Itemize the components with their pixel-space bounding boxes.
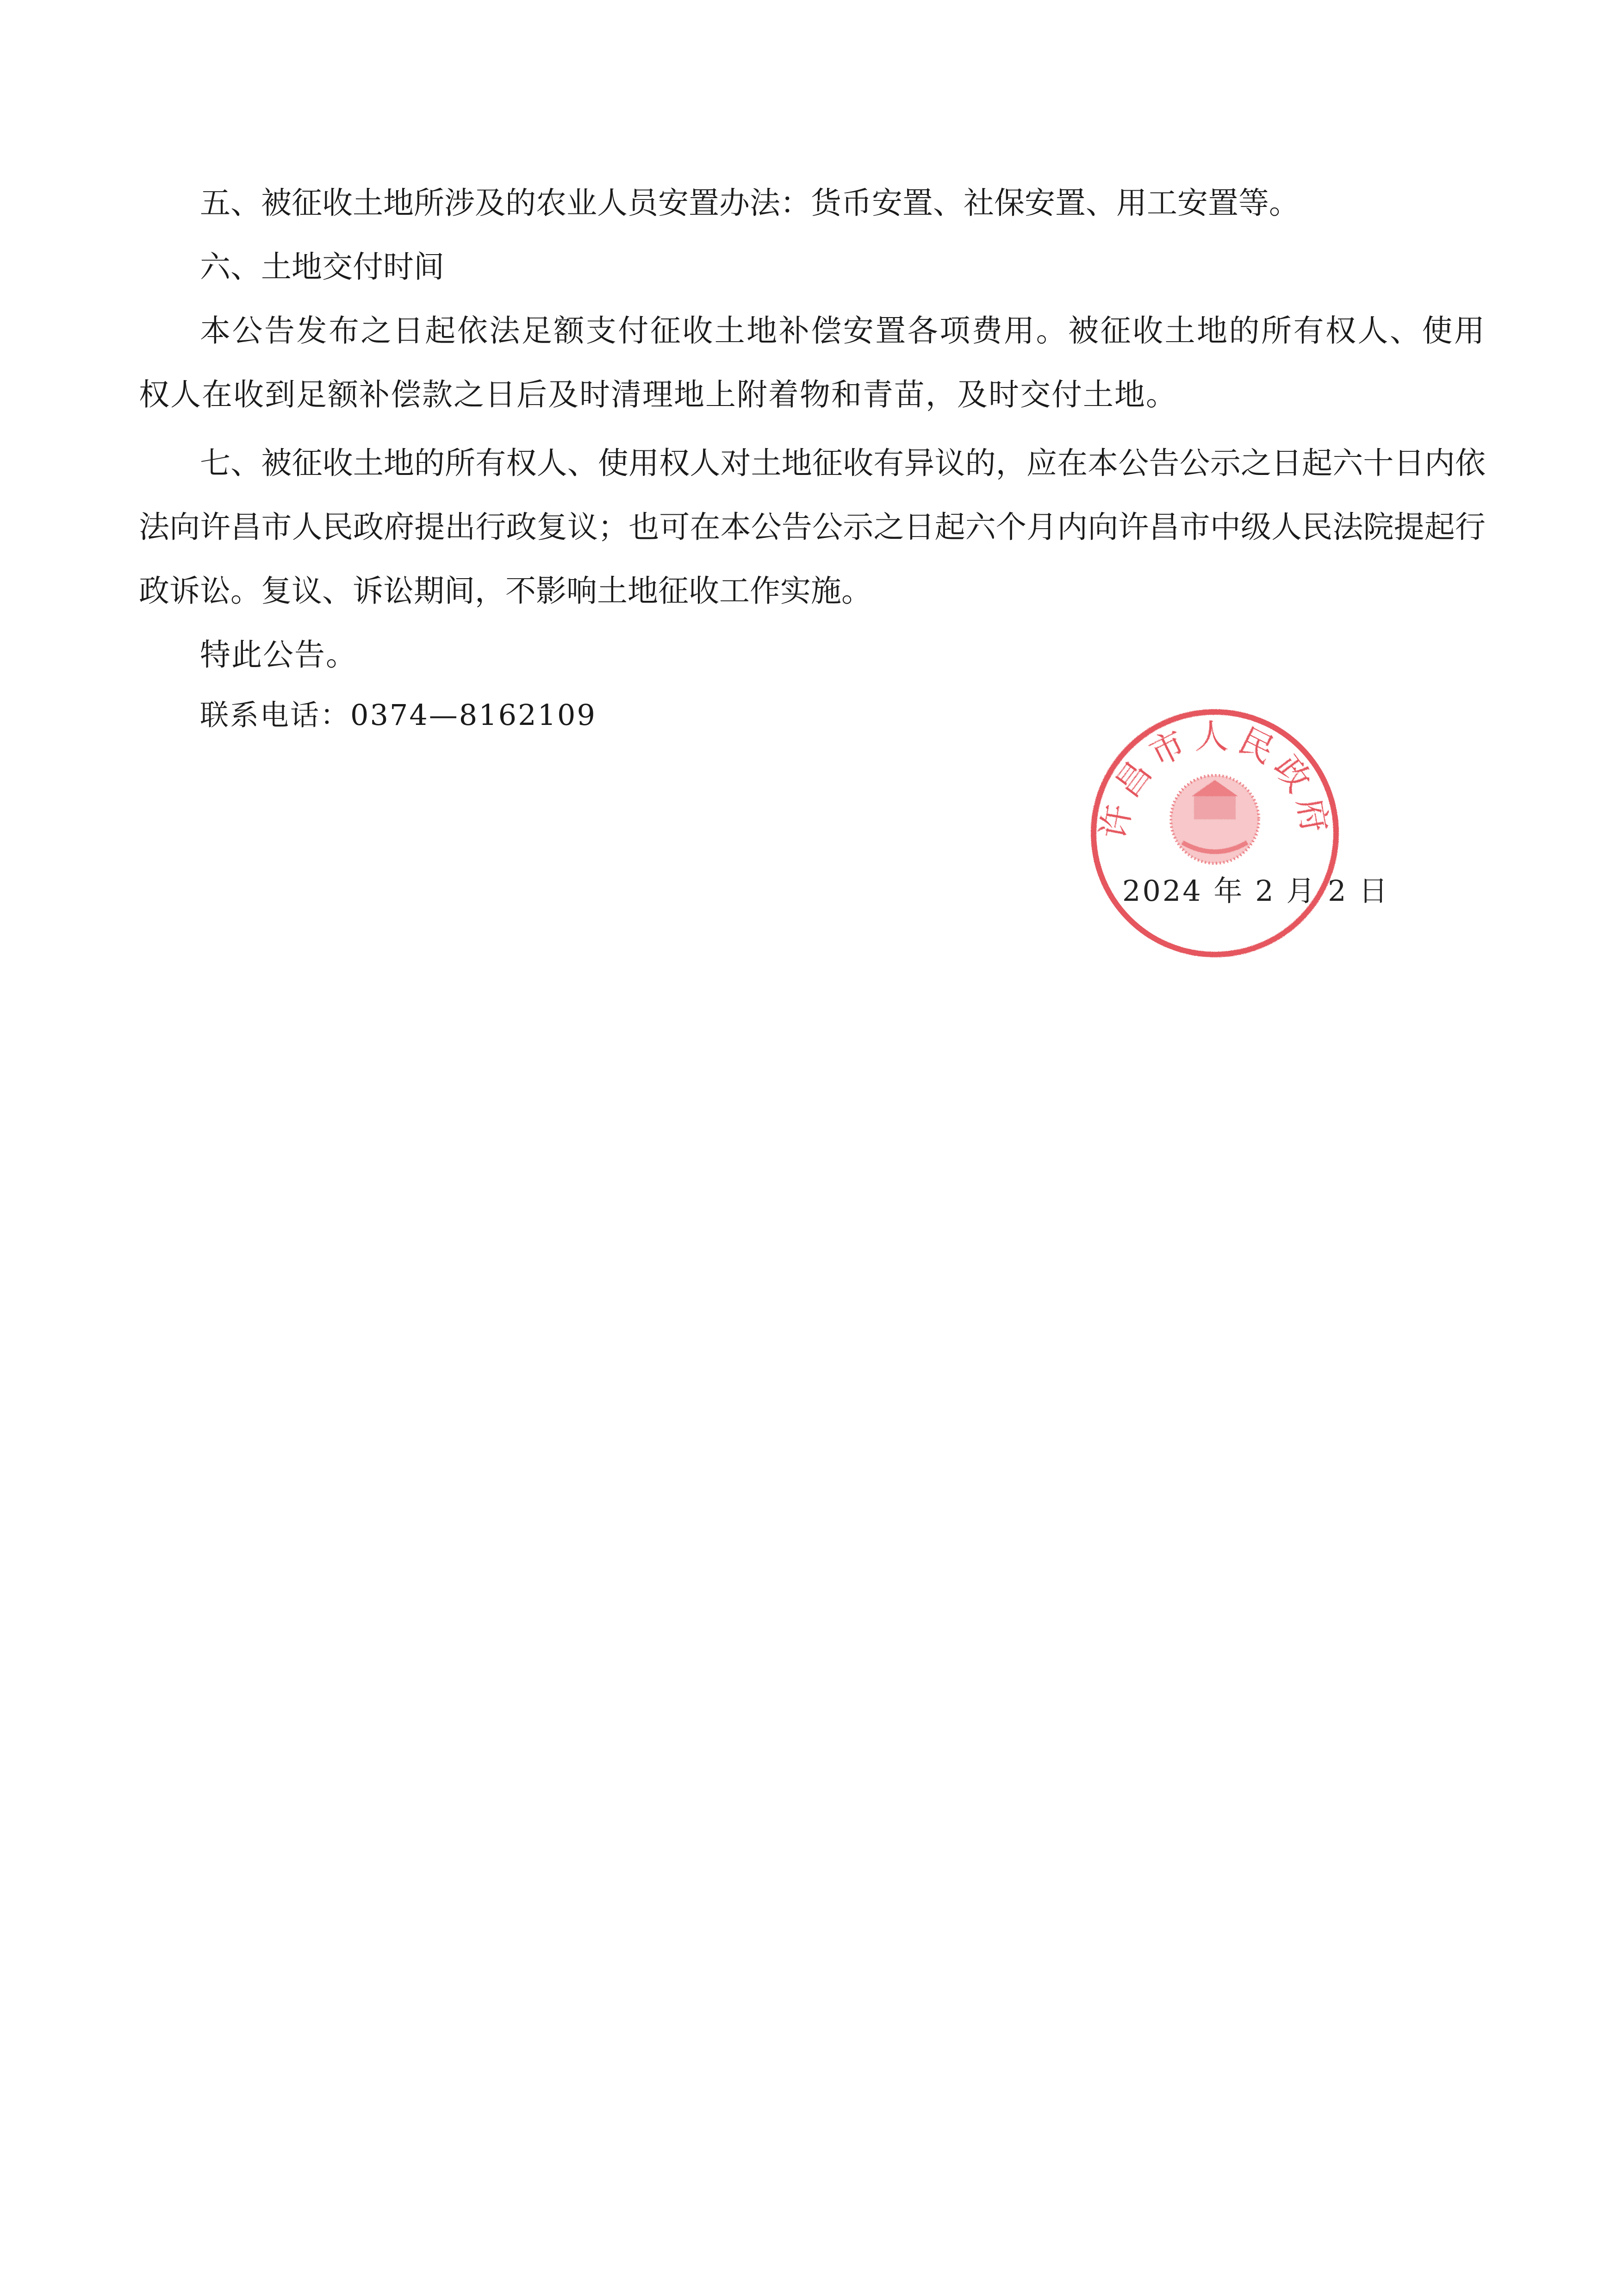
paragraph-closing: 特此公告。 — [200, 637, 357, 673]
seal-emblem — [1171, 775, 1259, 863]
contact-phone: 联系电话：0374—8162109 — [200, 698, 597, 732]
document-body — [139, 171, 1486, 687]
paragraph-delivery-body: 本公告发布之日起依法足额支付征收土地补偿安置各项费用。被征收土地的所有权人、使用权人在收到足额补偿款之日后及时清理地上附着物和青苗，及时交付土地。 — [139, 313, 1486, 412]
official-seal-stamp — [1085, 704, 1344, 963]
paragraph-appeal: 七、被征收土地的所有权人、使用权人对土地征收有异议的，应在本公告公示之日起六十日内依法向许昌市人民政府提出行政复议；也可在本公告公示之日起六个月内向许昌市中级人民法院提起行政诉讼。复议、诉讼期间，不影响土地征收工作实施。 — [139, 445, 1486, 609]
seal-text: 许昌市人民政府 — [1094, 717, 1336, 842]
document-date: 2024 年 2 月 2 日 — [1122, 874, 1390, 908]
paragraph-delivery-heading: 六、土地交付时间 — [200, 249, 444, 285]
paragraph-resettlement: 五、被征收土地所涉及的农业人员安置办法：货币安置、社保安置、用工安置等。 — [200, 185, 1300, 221]
